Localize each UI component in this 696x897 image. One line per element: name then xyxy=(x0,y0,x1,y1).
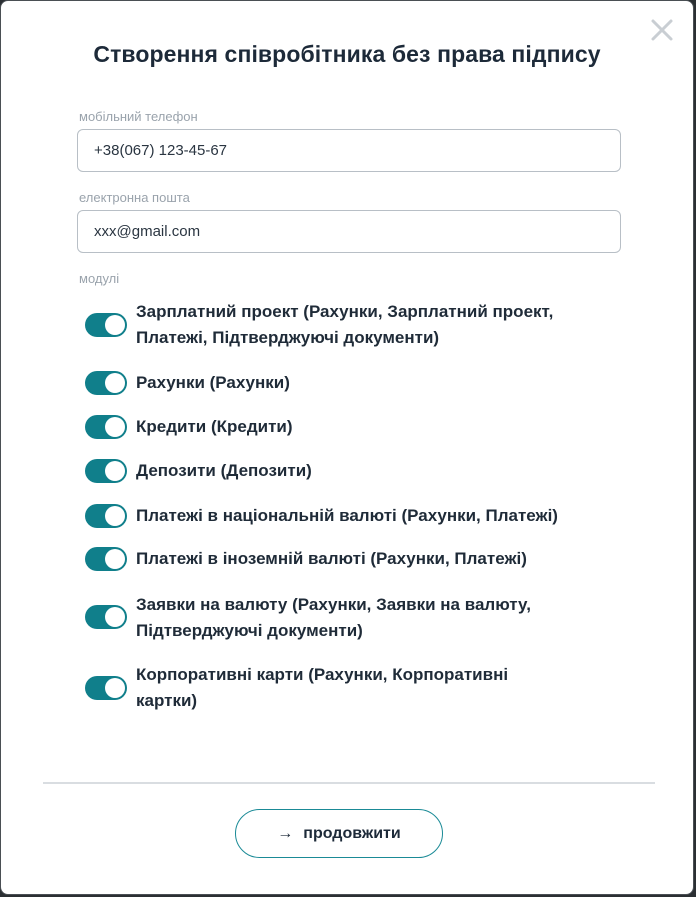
module-toggle[interactable] xyxy=(85,605,127,629)
module-label-line: Корпоративні карти (Рахунки, Корпоративні xyxy=(136,665,509,684)
module-label-line: Заявки на валюту (Рахунки, Заявки на валюту, xyxy=(136,595,531,614)
toggle-knob xyxy=(105,506,125,526)
module-label-line: Зарплатний проект (Рахунки, Зарплатний проект, xyxy=(136,302,554,321)
module-toggle[interactable] xyxy=(85,313,127,337)
module-toggle[interactable] xyxy=(85,676,127,700)
module-label-line: картки) xyxy=(136,691,198,710)
continue-button[interactable] xyxy=(235,809,443,858)
module-toggle[interactable] xyxy=(85,504,127,528)
module-label-line: Підтверджуючі документи) xyxy=(136,621,363,640)
toggle-knob xyxy=(105,549,125,569)
module-label: Платежі в іноземній валюті (Рахунки, Платежі) xyxy=(136,549,527,568)
module-toggle[interactable] xyxy=(85,459,127,483)
module-label: Депозити (Депозити) xyxy=(136,461,312,480)
dialog-title: Створення співробітника без права підпису xyxy=(93,41,601,67)
email-input[interactable] xyxy=(77,210,621,253)
module-toggle[interactable] xyxy=(85,371,127,395)
divider xyxy=(43,782,655,784)
toggle-knob xyxy=(105,315,125,335)
module-label: Кредити (Кредити) xyxy=(136,417,293,436)
module-label xyxy=(136,662,616,714)
phone-label: мобільний телефон xyxy=(79,109,198,124)
module-toggle[interactable] xyxy=(85,415,127,439)
email-label: електронна пошта xyxy=(79,190,190,205)
continue-label: продовжити xyxy=(303,824,401,842)
module-label xyxy=(136,592,616,644)
module-label: Рахунки (Рахунки) xyxy=(136,373,290,392)
toggle-knob xyxy=(105,461,125,481)
arrow-right-icon: → xyxy=(277,824,294,842)
toggle-knob xyxy=(105,373,125,393)
toggle-knob xyxy=(105,678,125,698)
module-toggle[interactable] xyxy=(85,547,127,571)
toggle-knob xyxy=(105,607,125,627)
phone-input[interactable] xyxy=(77,129,621,172)
module-label-line: Платежі, Підтверджуючі документи) xyxy=(136,328,440,347)
modules-label: модулі xyxy=(79,271,120,286)
module-label: Платежі в національній валюті (Рахунки, Платежі) xyxy=(136,506,558,525)
module-label xyxy=(136,299,616,351)
toggle-knob xyxy=(105,417,125,437)
